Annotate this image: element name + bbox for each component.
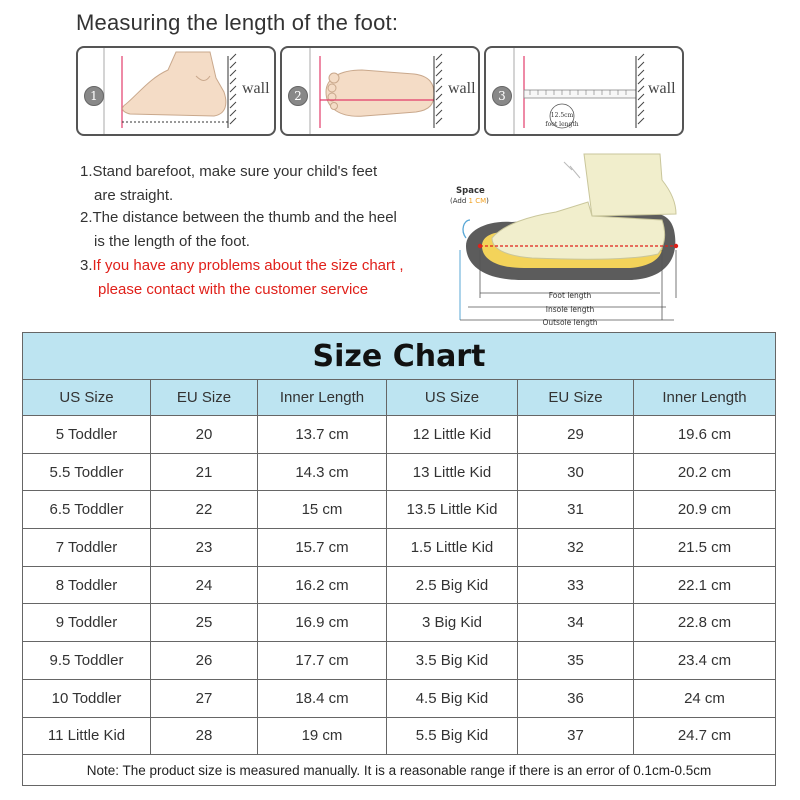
instruction-3 [80, 254, 404, 302]
table-cell: 13.5 Little Kid [387, 491, 518, 529]
size-chart-header-row [23, 380, 776, 416]
wall-label: wall [648, 80, 676, 97]
step-number-badge: 3 [492, 86, 512, 106]
table-cell: 24 [151, 566, 258, 604]
table-cell: 22.1 cm [634, 566, 776, 604]
table-cell: 20 [151, 416, 258, 454]
table-row [23, 416, 776, 454]
instruction-2: 2.The distance between the thumb and the heel is the length of the foot. [80, 209, 397, 250]
table-cell: 13.7 cm [258, 416, 387, 454]
size-chart-table [22, 332, 776, 786]
table-row [23, 679, 776, 717]
table-cell: 5.5 Toddler [23, 453, 151, 491]
table-cell: 13 Little Kid [387, 453, 518, 491]
table-cell: 19.6 cm [634, 416, 776, 454]
table-cell: 14.3 cm [258, 453, 387, 491]
column-header: US Size [387, 380, 518, 416]
instruction-3-text-cont: please contact with the customer service [98, 281, 369, 298]
table-cell: 6.5 Toddler [23, 491, 151, 529]
table-cell: 36 [518, 679, 634, 717]
table-cell: 3 Big Kid [387, 604, 518, 642]
ruler-measure-label: 12.5cm [550, 112, 574, 119]
table-row [23, 717, 776, 755]
table-row [23, 453, 776, 491]
table-cell: 25 [151, 604, 258, 642]
measure-step-2-panel [280, 46, 480, 136]
measure-step-3-panel [484, 46, 684, 136]
space-label: Space [456, 186, 485, 196]
table-cell: 22 [151, 491, 258, 529]
column-header: EU Size [518, 380, 634, 416]
table-cell: 21 [151, 453, 258, 491]
table-cell: 31 [518, 491, 634, 529]
table-cell: 3.5 Big Kid [387, 642, 518, 680]
table-cell: 8 Toddler [23, 566, 151, 604]
instruction-1: 1.Stand barefoot, make sure your child's feet are straight. [80, 163, 378, 204]
table-cell: 34 [518, 604, 634, 642]
column-header: Inner Length [258, 380, 387, 416]
table-cell: 17.7 cm [258, 642, 387, 680]
table-cell: 20.9 cm [634, 491, 776, 529]
column-header: EU Size [151, 380, 258, 416]
step-number-badge: 1 [84, 86, 104, 106]
table-cell: 32 [518, 529, 634, 567]
table-row [23, 491, 776, 529]
page-heading: Measuring the length of the foot: [76, 10, 399, 35]
space-add-label: (Add 1 CM) [450, 197, 489, 205]
table-row [23, 642, 776, 680]
table-cell: 29 [518, 416, 634, 454]
ruler-caption: foot length [545, 121, 579, 128]
table-cell: 24 cm [634, 679, 776, 717]
table-cell: 5.5 Big Kid [387, 717, 518, 755]
table-cell: 23 [151, 529, 258, 567]
table-cell: 9 Toddler [23, 604, 151, 642]
table-cell: 22.8 cm [634, 604, 776, 642]
step-number-badge: 2 [288, 86, 308, 106]
table-cell: 37 [518, 717, 634, 755]
table-cell: 4.5 Big Kid [387, 679, 518, 717]
measure-step-1-panel [76, 46, 276, 136]
size-chart-body [23, 416, 776, 755]
table-row [23, 604, 776, 642]
table-cell: 7 Toddler [23, 529, 151, 567]
insole-length-label: Insole length [545, 305, 595, 314]
table-cell: 27 [151, 679, 258, 717]
table-cell: 21.5 cm [634, 529, 776, 567]
table-cell: 10 Toddler [23, 679, 151, 717]
table-row [23, 529, 776, 567]
table-cell: 30 [518, 453, 634, 491]
size-chart-note: Note: The product size is measured manually. It is a reasonable range if there is an error of 0.1cm-0.5cm [23, 755, 776, 786]
table-cell: 23.4 cm [634, 642, 776, 680]
wall-label: wall [448, 80, 476, 97]
table-cell: 26 [151, 642, 258, 680]
table-cell: 16.2 cm [258, 566, 387, 604]
table-cell: 11 Little Kid [23, 717, 151, 755]
table-cell: 24.7 cm [634, 717, 776, 755]
column-header: Inner Length [634, 380, 776, 416]
table-row [23, 566, 776, 604]
table-cell: 15.7 cm [258, 529, 387, 567]
table-cell: 12 Little Kid [387, 416, 518, 454]
wall-label: wall [242, 80, 270, 97]
table-cell: 2.5 Big Kid [387, 566, 518, 604]
table-cell: 33 [518, 566, 634, 604]
instruction-3-text: If you have any problems about the size chart , [92, 257, 404, 274]
table-cell: 16.9 cm [258, 604, 387, 642]
table-cell: 18.4 cm [258, 679, 387, 717]
table-cell: 5 Toddler [23, 416, 151, 454]
outsole-length-label: Outsole length [542, 318, 598, 327]
table-cell: 19 cm [258, 717, 387, 755]
table-cell: 1.5 Little Kid [387, 529, 518, 567]
foot-length-label: Foot length [548, 291, 592, 300]
table-cell: 28 [151, 717, 258, 755]
table-cell: 9.5 Toddler [23, 642, 151, 680]
table-cell: 35 [518, 642, 634, 680]
instruction-3-number: 3. [80, 257, 93, 274]
column-header: US Size [23, 380, 151, 416]
table-cell: 15 cm [258, 491, 387, 529]
size-chart-title: Size Chart [23, 333, 776, 380]
shoe-length-diagram [452, 150, 688, 330]
table-cell: 20.2 cm [634, 453, 776, 491]
